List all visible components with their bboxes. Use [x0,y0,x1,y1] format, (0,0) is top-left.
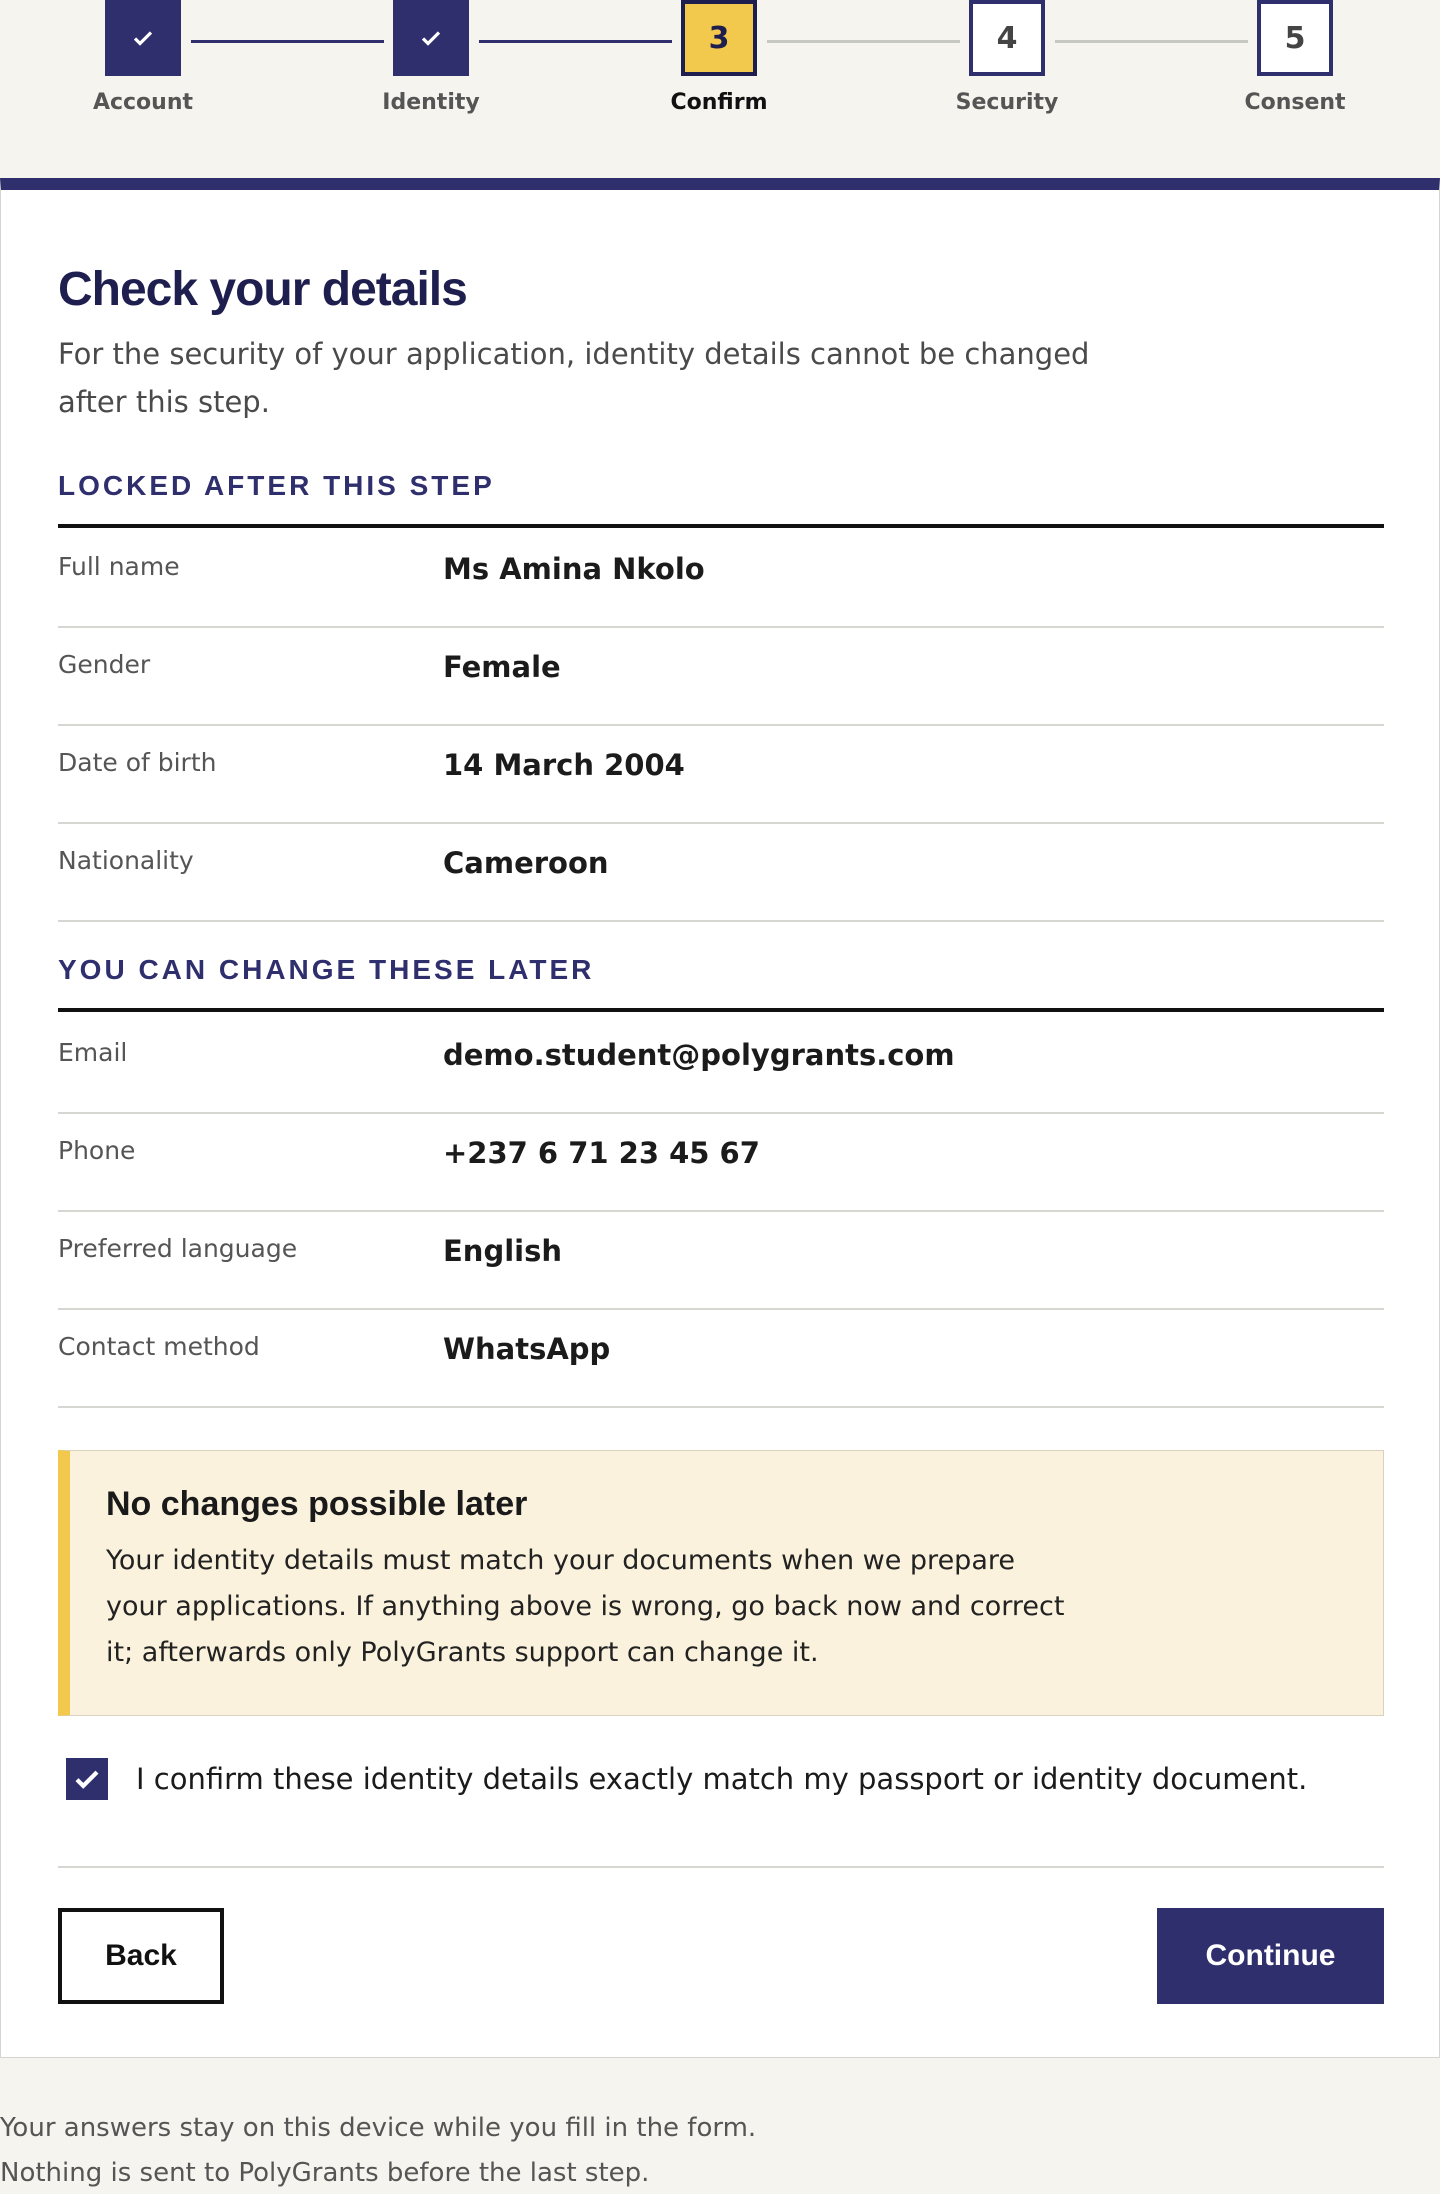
step-label: Consent [1244,90,1346,115]
detail-row-nationality [58,824,1384,922]
confirm-checkbox[interactable] [66,1758,108,1800]
step-label: Identity [382,90,480,115]
changeable-section-title: YOU CAN CHANGE THESE LATER [58,954,1384,1012]
step-identity[interactable] [331,0,531,115]
detail-label: Email [58,1038,128,1067]
back-button[interactable]: Back [58,1908,224,2004]
detail-value: +237 6 71 23 45 67 [443,1136,760,1170]
detail-label: Phone [58,1136,136,1165]
step-indicator [393,0,469,76]
step-account[interactable] [43,0,243,115]
progress-stepper [0,0,1440,178]
warning-body: Your identity details must match your documents when we prepare your applications. If anything above is wrong, go back now and correct it; afterwards only PolyGrants support can change it. [106,1545,1065,1668]
detail-row-gender [58,628,1384,726]
checkmark-icon [131,26,155,50]
footer-note: Your answers stay on this device while you fill in the form. Nothing is sent to PolyGrants before the last step. [0,2113,757,2188]
step-label: Security [955,90,1059,115]
warning-callout [58,1450,1384,1716]
changeable-details-list [58,1016,1384,1408]
checkmark-icon [72,1764,102,1794]
step-number: 3 [681,0,757,76]
continue-button[interactable]: Continue [1157,1908,1384,2004]
detail-label: Gender [58,650,151,679]
step-number: 5 [1257,0,1333,76]
detail-value: English [443,1234,563,1268]
details-card [0,178,1440,2058]
detail-row-email [58,1016,1384,1114]
detail-value: Female [443,650,561,684]
locked-details-list [58,530,1384,922]
step-consent [1195,0,1395,115]
step-confirm [619,0,819,115]
detail-value: WhatsApp [443,1332,611,1366]
locked-section-title: LOCKED AFTER THIS STEP [58,470,1384,528]
detail-row-contact-method [58,1310,1384,1408]
warning-title: No changes possible later [106,1485,528,1523]
detail-label: Full name [58,552,180,581]
detail-label: Date of birth [58,748,217,777]
detail-value: 14 March 2004 [443,748,685,782]
detail-value: Ms Amina Nkolo [443,552,705,586]
step-number: 4 [969,0,1045,76]
detail-row-date-of-birth [58,726,1384,824]
detail-row-preferred-language [58,1212,1384,1310]
step-indicator [105,0,181,76]
step-security [907,0,1107,115]
detail-row-phone [58,1114,1384,1212]
page-intro: For the security of your application, identity details cannot be changed after this step. [58,337,1090,419]
detail-value: demo.student@polygrants.com [443,1038,955,1072]
confirm-checkbox-row[interactable] [66,1758,1384,1800]
page-title: Check your details [58,263,467,316]
step-label: Confirm [670,90,768,115]
actions-divider [58,1866,1384,1868]
detail-label: Nationality [58,846,194,875]
detail-label: Preferred language [58,1234,298,1263]
detail-label: Contact method [58,1332,260,1361]
step-label: Account [92,90,194,115]
confirm-label[interactable]: I confirm these identity details exactly match my passport or identity document. [136,1762,1308,1796]
detail-value: Cameroon [443,846,609,880]
detail-row-full-name [58,530,1384,628]
checkmark-icon [419,26,443,50]
